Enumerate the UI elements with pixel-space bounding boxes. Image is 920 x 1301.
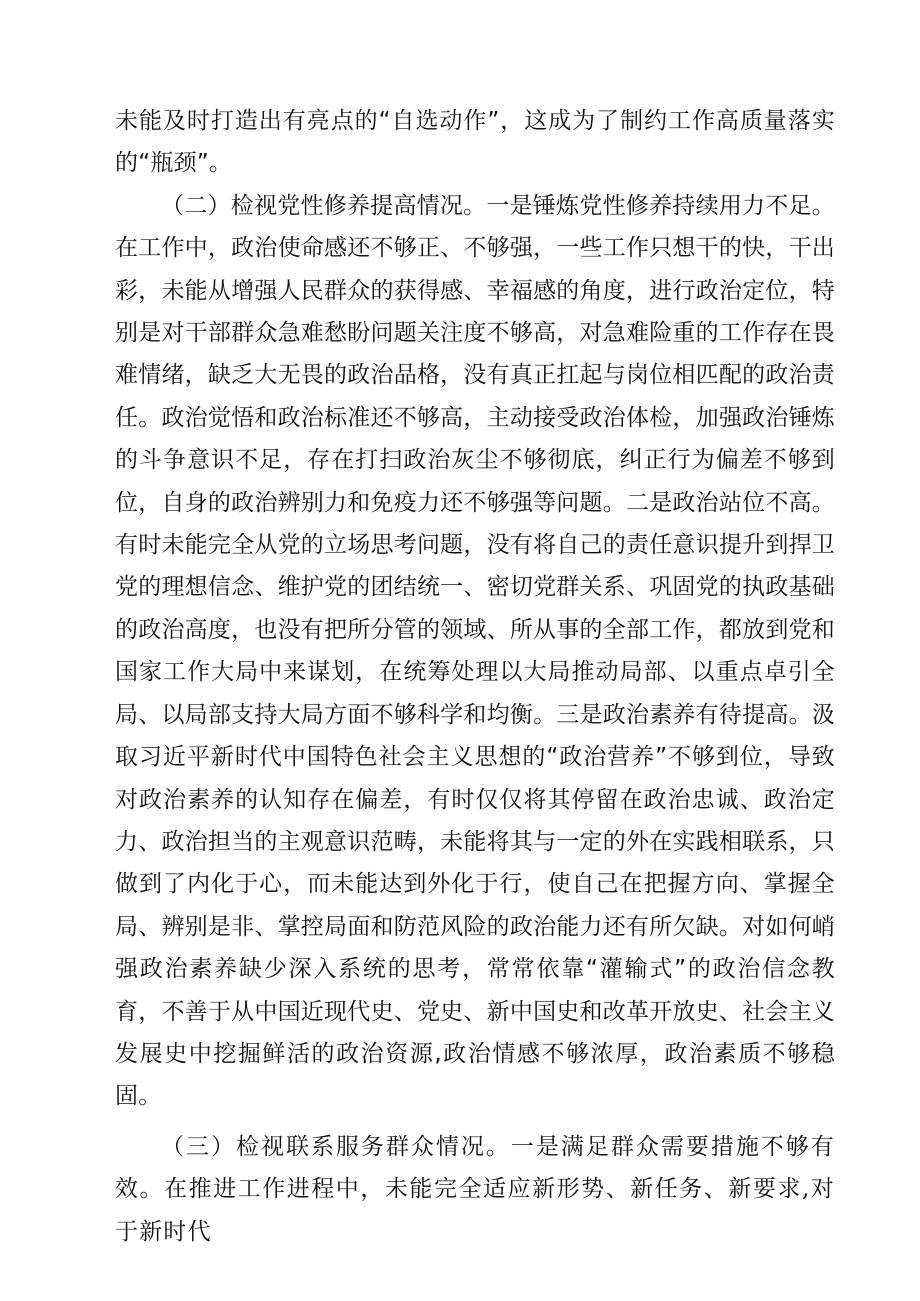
paragraph-party-spirit: （二）检视党性修养提高情况。一是锤炼党性修养持续用力不足。在工作中，政治使命感还不够正、不够强，一些工作只想干的快，干出彩，未能从增强人民群众的获得感、幸福感的角度，进行政治定位，特别是对干部群众急难愁盼问题关注度不够高，对急难险重的工作存在畏难情绪，缺乏大无畏的政治品格，没有真正扛起与岗位相匹配的政治责任。政治觉悟和政治标准还不够高，主动接受政治体检，加强政治锤炼的斗争意识不足，存在打扫政治灰尘不够彻底，纠正行为偏差不够到位，自身的政治辨别力和免疫力还不够强等问题。二是政治站位不高。有时未能完全从党的立场思考问题，没有将自己的责任意识提升到捍卫党的理想信念、维护党的团结统一、密切党群关系、巩固党的执政基础的政治高度，也没有把所分管的领域、所从事的全部工作，都放到党和国家工作大局中来谋划，在统筹处理以大局推动局部、以重点卓引全局、以局部支持大局方面不够科学和均衡。三是政治素养有待提高。汲取习近平新时代中国特色社会主义思想的“政治营养”不够到位，导致对政治素养的认知存在偏差，有时仅仅将其停留在政治忠诚、政治定力、政治担当的主观意识范畴，未能将其与一定的外在实践相联系，只做到了内化于心，而未能达到外化于行，使自己在把握方向、掌握全局、辨别是非、掌控局面和防范风险的政治能力还有所欠缺。对如何峭强政治素养缺少深入系统的思考，常常依靠“灌输式”的政治信念教育，不善于从中国近现代史、党史、新中国史和改革开放史、社会主义发展史中挖掘鲜活的政治资源,政治情感不够浓厚，政治素质不够稳固。: [115, 192, 835, 1110]
document-body: [115, 100, 835, 1253]
paragraph-serving-masses: （三）检视联系服务群众情况。一是满足群众需要措施不够有效。在推进工作进程中，未能完全适应新形势、新任务、新要求,对于新时代: [115, 1133, 835, 1245]
paragraph-continuation: 未能及时打造出有亮点的“自选动作”，这成为了制约工作高质量落实的“瓶颈”。: [115, 108, 835, 177]
